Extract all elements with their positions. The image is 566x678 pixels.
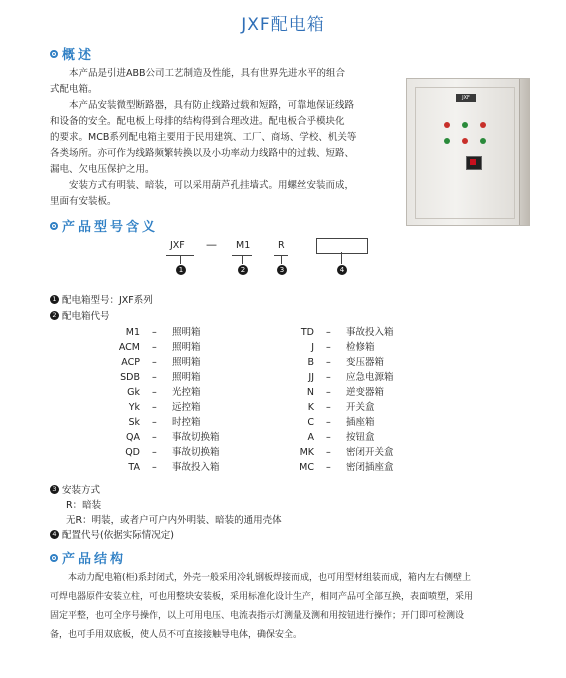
marker-3: 3 xyxy=(277,265,287,275)
code-row xyxy=(0,340,566,355)
marker-1: 1 xyxy=(176,265,186,275)
explain-item-1-text: 配电箱型号：JXF系列 xyxy=(62,295,153,306)
code-value: TA xyxy=(128,462,140,473)
overview-paragraph-2b xyxy=(50,114,380,131)
code-row xyxy=(0,370,566,385)
model-config-box xyxy=(316,238,368,254)
cabinet-side xyxy=(519,79,530,225)
install-no-r-line: 无R：明装，或者户可户内外明装、暗装的通用壳体 xyxy=(66,515,282,526)
code-name: 变压器箱 xyxy=(346,357,385,368)
text-line: 本动力配电箱(柜)系封闭式，外壳一般采用冷轧钢板焊接而成，也可用型材组装而成，箱内左右侧壁上 xyxy=(68,573,472,583)
structure-heading xyxy=(50,548,126,567)
code-value: SDB xyxy=(120,372,140,383)
connector xyxy=(281,255,282,264)
overview-paragraph-1 xyxy=(50,66,380,83)
text-line: 可焊电器原件安装立柱，可也用整块安装板，采用标准化设计生产，相同产品可全部互换，表面喷塑，采用 xyxy=(50,592,474,602)
text-line: 里面有安装板。 xyxy=(50,196,117,207)
model-heading-text: 产品型号含义 xyxy=(62,220,159,235)
code-value: TD xyxy=(300,327,314,338)
green-lamp-icon xyxy=(480,138,486,144)
number-marker: 3 xyxy=(50,485,59,494)
code-name: 密闭插座盒 xyxy=(346,462,394,473)
section-bullet-icon xyxy=(50,222,58,230)
overview-heading-text: 概述 xyxy=(62,48,95,63)
code-value: Gk xyxy=(127,387,140,398)
marker-2: 2 xyxy=(238,265,248,275)
code-name: 照明箱 xyxy=(172,357,201,368)
code-name: 时控箱 xyxy=(172,417,201,428)
structure-line-3 xyxy=(50,608,530,625)
text-line: 固定平整，也可全序号操作，以上可用电压、电流表指示灯测量及测和用按钮进行操作；开门即可检测设 xyxy=(50,611,465,621)
code-dash: – xyxy=(152,447,157,458)
code-dash: – xyxy=(326,462,331,473)
code-value: Yk xyxy=(128,402,140,413)
red-lamp-icon xyxy=(480,122,486,128)
overview-paragraph-2e xyxy=(50,162,380,179)
code-value: ACP xyxy=(121,357,140,368)
code-dash: – xyxy=(326,342,331,353)
code-name: 事故切换箱 xyxy=(172,447,220,458)
code-dash: – xyxy=(326,327,331,338)
code-value: B xyxy=(307,357,314,368)
code-row xyxy=(0,400,566,415)
text-line: 本产品安装微型断路器，具有防止线路过载和短路，可靠地保证线路 xyxy=(69,100,355,111)
code-value: QD xyxy=(125,447,140,458)
code-dash: – xyxy=(152,357,157,368)
code-dash: – xyxy=(326,402,331,413)
number-marker: 1 xyxy=(50,295,59,304)
code-value: K xyxy=(307,402,314,413)
number-marker: 2 xyxy=(50,311,59,320)
code-row xyxy=(0,325,566,340)
code-dash: – xyxy=(326,357,331,368)
code-value: MC xyxy=(299,462,314,473)
code-value: MK xyxy=(299,447,314,458)
code-dash: – xyxy=(152,462,157,473)
code-value: A xyxy=(307,432,314,443)
overview-paragraph-1b xyxy=(50,82,380,99)
text-line: 安装方式有明装、暗装，可以采用葫芦孔挂墙式。用螺丝安装而成， xyxy=(69,180,355,191)
code-name: 照明箱 xyxy=(172,327,201,338)
text-line: 的要求。MCB系列配电箱主要用于民用建筑、工厂、商场、学校、机关等 xyxy=(50,132,357,143)
red-lamp-icon xyxy=(462,138,468,144)
green-lamp-icon xyxy=(462,122,468,128)
code-row xyxy=(0,460,566,475)
structure-line-2 xyxy=(50,589,530,606)
code-value: ACM xyxy=(118,342,140,353)
code-name: 事故切换箱 xyxy=(172,432,220,443)
code-value: JJ xyxy=(308,372,314,383)
code-name: 检修箱 xyxy=(346,342,375,353)
code-name: 光控箱 xyxy=(172,387,201,398)
distribution-box-image xyxy=(406,78,530,226)
structure-line-4 xyxy=(50,627,530,644)
model-code-m1: M1 xyxy=(236,240,251,251)
code-dash: – xyxy=(152,327,157,338)
code-dash: – xyxy=(326,417,331,428)
overview-heading xyxy=(50,44,94,63)
text-line: 备，也可手用双底板，使人员不可直接接触导电体，确保安全。 xyxy=(50,630,303,640)
section-bullet-icon xyxy=(50,554,58,562)
model-code-dash: — xyxy=(206,238,217,251)
page-title: JXF配电箱 xyxy=(241,15,325,35)
connector xyxy=(180,255,181,264)
connector xyxy=(242,255,243,264)
code-name: 事故投入箱 xyxy=(346,327,394,338)
code-value: J xyxy=(311,342,314,353)
code-value: N xyxy=(306,387,314,398)
code-name: 插座箱 xyxy=(346,417,375,428)
code-dash: – xyxy=(152,387,157,398)
model-code-jxf: JXF xyxy=(170,240,185,251)
explain-item-3-text: 安装方式 xyxy=(62,485,101,496)
overview-paragraph-3 xyxy=(50,178,380,195)
section-bullet-icon xyxy=(50,50,58,58)
code-name: 按钮盒 xyxy=(346,432,375,443)
cabinet-nameplate: JXF xyxy=(456,94,476,102)
code-dash: – xyxy=(152,432,157,443)
code-name: 逆变器箱 xyxy=(346,387,385,398)
explain-item-4 xyxy=(50,527,174,541)
code-name: 事故投入箱 xyxy=(172,462,220,473)
structure-line-1 xyxy=(50,570,530,587)
structure-heading-text: 产品结构 xyxy=(62,552,127,567)
red-lamp-icon xyxy=(444,122,450,128)
code-value: M1 xyxy=(125,327,140,338)
code-value: C xyxy=(307,417,314,428)
cabinet-meter-icon xyxy=(466,156,482,170)
model-heading xyxy=(50,216,158,235)
code-dash: – xyxy=(152,417,157,428)
code-value: QA xyxy=(126,432,140,443)
marker-4: 4 xyxy=(337,265,347,275)
code-dash: – xyxy=(326,387,331,398)
text-line: 各类场所。亦可作为线路频繁转换以及小功率动力线路中的过载、短路、 xyxy=(50,148,355,159)
explain-item-2-text: 配电箱代号 xyxy=(62,311,110,322)
code-dash: – xyxy=(152,342,157,353)
code-name: 照明箱 xyxy=(172,342,201,353)
model-code-r: R xyxy=(278,240,285,251)
overview-paragraph-2 xyxy=(50,98,380,115)
text-line: 本产品是引进ABB公司工艺制造及性能，具有世界先进水平的组合 xyxy=(69,68,346,79)
code-row xyxy=(0,445,566,460)
connector xyxy=(341,252,342,264)
code-row xyxy=(0,355,566,370)
overview-paragraph-3b xyxy=(50,194,380,211)
code-name: 应急电源箱 xyxy=(346,372,394,383)
install-r-line: R：暗装 xyxy=(66,500,102,511)
text-line: 和设备的安全。配电板上母排的结构得到合理改进。配电板合乎模块化 xyxy=(50,116,345,127)
code-dash: – xyxy=(326,447,331,458)
text-line: 式配电箱。 xyxy=(50,84,98,95)
code-name: 远控箱 xyxy=(172,402,201,413)
explain-item-1 xyxy=(50,292,153,306)
explain-item-4-text: 配置代号(依据实际情况定) xyxy=(62,530,174,541)
code-name: 照明箱 xyxy=(172,372,201,383)
overview-paragraph-2d xyxy=(50,146,380,163)
code-dash: – xyxy=(152,402,157,413)
cabinet-door xyxy=(415,87,515,219)
explain-item-3 xyxy=(50,482,100,496)
number-marker: 4 xyxy=(50,530,59,539)
code-row xyxy=(0,385,566,400)
code-dash: – xyxy=(326,372,331,383)
explain-item-2 xyxy=(50,308,110,322)
code-row xyxy=(0,430,566,445)
green-lamp-icon xyxy=(444,138,450,144)
code-name: 开关盒 xyxy=(346,402,375,413)
code-value: Sk xyxy=(128,417,140,428)
code-dash: – xyxy=(326,432,331,443)
code-row xyxy=(0,415,566,430)
code-name: 密闭开关盒 xyxy=(346,447,394,458)
overview-paragraph-2c xyxy=(50,130,380,147)
text-line: 漏电、欠电压保护之用。 xyxy=(50,164,155,175)
code-dash: – xyxy=(152,372,157,383)
